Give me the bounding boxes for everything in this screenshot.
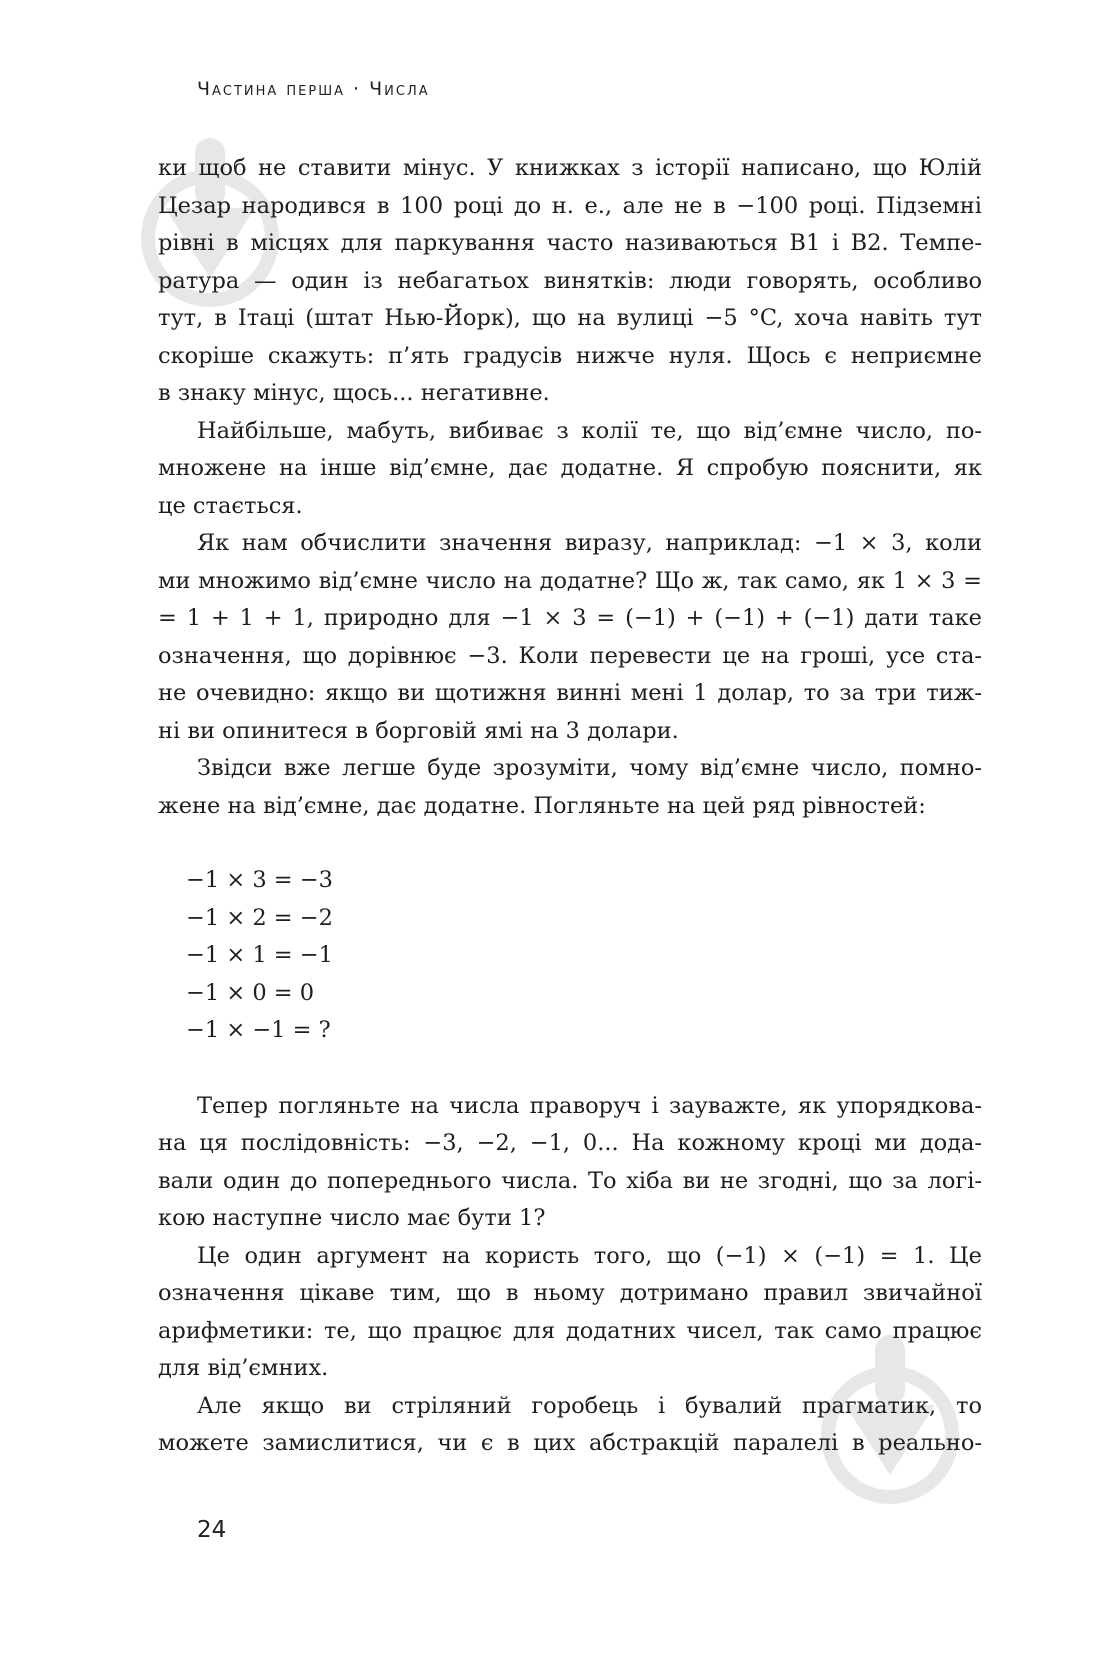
paragraph-6-end (158, 1350, 982, 1388)
text-line (158, 188, 982, 226)
equation-list (186, 862, 982, 1050)
line: рівні в місцях для паркування часто називаються B1 і B2. Темпе- (158, 230, 982, 256)
line: Найбільше, мабуть, вибиває з колії те, що від’ємне число, по- (197, 417, 982, 444)
line: ки щоб не ставити мінус. У книжках з історії написано, що Юлій (158, 155, 982, 181)
equation: −1 × 0 = 0 (186, 979, 315, 1006)
equation: −1 × 1 = −1 (186, 942, 333, 968)
text-line (158, 1125, 982, 1163)
line: арифметики: те, що працює для додатних чисел, так само працює (158, 1317, 982, 1344)
line: Це один аргумент на користь того, що (−1) × (−1) = 1. Це (197, 1242, 982, 1269)
line: не очевидно: якщо ви щотижня винні мені 1 долар, то за три тиж- (158, 680, 982, 706)
line: Як нам обчислити значення виразу, наприклад: −1 × 3, коли (197, 530, 982, 556)
body-text (158, 150, 982, 1463)
equation: −1 × 3 = −3 (186, 867, 333, 893)
paragraph-4 (158, 750, 982, 788)
text-line (158, 150, 982, 188)
line: означення цікаве тим, що в ньому дотримано правил звичайної (158, 1280, 982, 1306)
line: означення, що дорівнює −3. Коли перевести це на гроші, усе ста- (158, 642, 982, 669)
text-line (158, 1088, 982, 1126)
line: Звідси вже легше буде зрозуміти, чому від’ємне число, помно- (197, 755, 982, 781)
running-head: Частина перша · Числа (197, 78, 430, 100)
equation: −1 × 2 = −2 (186, 904, 333, 931)
text-line (158, 225, 982, 263)
line: можете замислитися, чи є в цих абстракцій паралелі в реально- (158, 1430, 982, 1456)
line: ні ви опинитеся в борговій ямі на 3 долари. (158, 717, 679, 744)
line: тут, в Ітаці (штат Нью-Йорк), що на вулиці −5 °C, хоча навіть тут (158, 305, 982, 331)
line: = 1 + 1 + 1, природно для −1 × 3 = (−1) + (−1) + (−1) дати таке (158, 605, 982, 631)
line: жене на від’ємне, дає додатне. Погляньте на цей ряд рівностей: (158, 792, 926, 819)
line: Тепер погляньте на числа праворуч і зауважте, як упорядкова- (197, 1092, 982, 1119)
line: Але якщо ви стріляний горобець і бувалий прагматик, то (197, 1392, 982, 1419)
text-line (158, 1275, 982, 1313)
line: вали один до попереднього числа. То хіба ви не згодні, що за логі- (158, 1167, 982, 1194)
line: ми множимо від’ємне число на додатне? Що ж, так само, як 1 × 3 = (158, 567, 982, 594)
line: кою наступне число має бути 1? (158, 1205, 546, 1231)
text-line (158, 413, 982, 451)
page-number: 24 (197, 1517, 227, 1543)
paragraph-3-end (158, 713, 982, 751)
text-line (158, 563, 982, 601)
equation: −1 × −1 = ? (186, 1017, 331, 1043)
text-line (158, 1313, 982, 1351)
text-line (158, 300, 982, 338)
paragraph-1-end (158, 375, 982, 413)
text-line (158, 263, 982, 301)
paragraph-7 (158, 1388, 982, 1426)
paragraph-5-end (158, 1200, 982, 1238)
text-line (158, 675, 982, 713)
paragraph-4-end (158, 788, 982, 826)
text-line (158, 338, 982, 376)
line: це стається. (158, 492, 303, 519)
line: множене на інше від’ємне, дає додатне. Я спробую пояснити, як (158, 455, 982, 481)
text-line (158, 638, 982, 676)
line: Цезар народився в 100 році до н. е., але не в −100 році. Підземні (158, 192, 982, 219)
line: скоріше скажуть: п’ять градусів нижче нуля. Щось є неприємне (158, 342, 982, 369)
paragraph-7-cont (158, 1425, 982, 1463)
line: для від’ємних. (158, 1355, 329, 1381)
line: ратура — один із небагатьох винятків: люди говорять, особливо (158, 267, 982, 294)
text-line (158, 1163, 982, 1201)
line: в знаку мінус, щось... негативне. (158, 380, 550, 406)
text-line (158, 525, 982, 563)
text-line (158, 1238, 982, 1276)
line: на ця послідовність: −3, −2, −1, 0... На кожному кроці ми дода- (158, 1130, 982, 1156)
text-line (158, 450, 982, 488)
paragraph-2-end (158, 488, 982, 526)
text-line (158, 600, 982, 638)
